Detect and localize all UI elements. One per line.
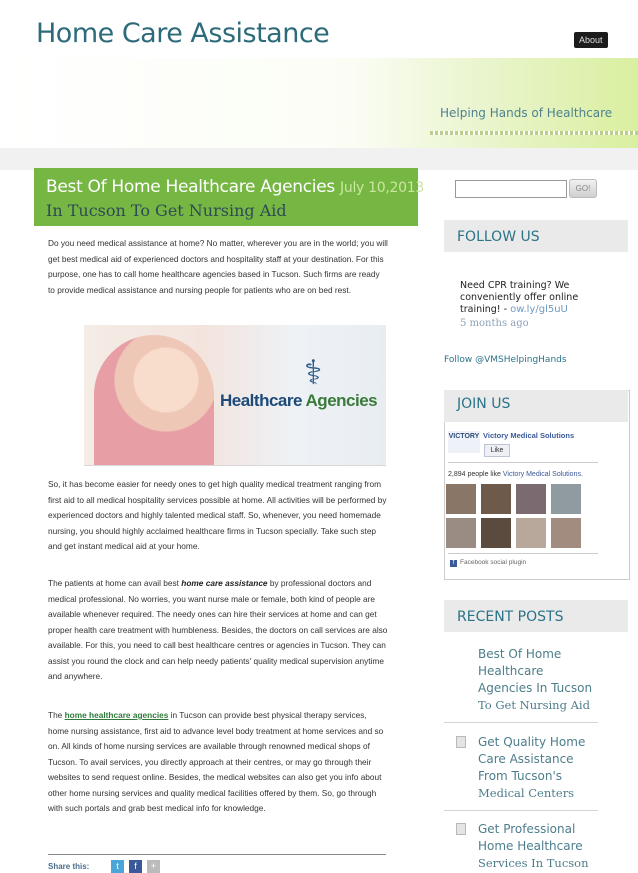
facebook-plugin-label (450, 559, 526, 567)
recent-post-3[interactable] (478, 821, 598, 872)
hero-caption-agencies: Agencies (305, 391, 378, 410)
paragraph-3-text-a: The patients at home can avail best (48, 578, 182, 588)
recent-post-title[interactable]: Get Professional Home Healthcare (478, 822, 583, 853)
facebook-divider (448, 462, 598, 463)
post-title-continued[interactable]: In Tucson To Get Nursing Aid (46, 201, 287, 220)
facebook-plugin-text[interactable]: Facebook social plugin (460, 559, 527, 566)
fan-avatar[interactable] (481, 518, 511, 548)
victory-logo[interactable]: VICTORY (448, 431, 480, 453)
recent-post-divider (444, 810, 598, 811)
more-share-icon[interactable]: + (147, 860, 160, 873)
recent-post-1[interactable] (478, 646, 598, 714)
facebook-share-icon[interactable]: f (129, 860, 142, 873)
search-input[interactable] (455, 180, 567, 198)
fan-avatar[interactable] (551, 484, 581, 514)
fan-avatar[interactable] (446, 484, 476, 514)
join-us-title: JOIN US (457, 396, 511, 412)
follow-twitter-link[interactable]: Follow @VMSHelpingHands (444, 355, 567, 365)
like-count-text: 2,894 people like (448, 471, 503, 478)
facebook-fan-faces (446, 484, 586, 546)
facebook-like-count (448, 471, 583, 478)
facebook-divider (448, 553, 598, 554)
about-button[interactable]: About (574, 32, 608, 48)
twitter-share-icon[interactable]: t (111, 860, 124, 873)
fan-avatar[interactable] (516, 484, 546, 514)
share-label: Share this: (48, 862, 90, 871)
healthcare-agencies-image (84, 325, 386, 466)
paragraph-4-text-a: The (48, 710, 65, 720)
post-paragraph-1: Do you need medical assistance at home? No matter, wherever you are in the world; you will get best medical aid of experienced doctors and hospitality staff at your destination. For this purpose, one has to call home healthcare agencies based in Tucson. Such firms are ready to provide medical assistance and nursing people for patients who are on bed rest. (48, 238, 388, 295)
recent-posts-title: RECENT POSTS (457, 609, 564, 625)
post-title-text[interactable]: Best Of Home Healthcare Agencies (46, 177, 335, 197)
facebook-icon: f (450, 560, 457, 567)
follow-us-title: FOLLOW US (457, 229, 540, 245)
tweet-timestamp[interactable]: 5 months ago (460, 318, 529, 329)
nurse-photo (94, 335, 214, 466)
tweet-text: Need CPR training? We conveniently offer online training! - (460, 280, 579, 315)
site-tagline: Helping Hands of Healthcare (440, 106, 613, 120)
tweet-link[interactable]: ow.ly/gl5uU (510, 304, 568, 315)
caduceus-icon: ⚕ (304, 354, 323, 392)
fan-avatar[interactable] (481, 484, 511, 514)
home-healthcare-agencies-link[interactable]: home healthcare agencies (64, 710, 169, 720)
hero-caption-healthcare: Healthcare (220, 391, 302, 410)
post-date: July 10,2013 (340, 180, 424, 196)
post-title[interactable] (46, 176, 426, 199)
facebook-like-button[interactable]: Like (484, 444, 510, 457)
recent-post-title[interactable]: Best Of Home Healthcare Agencies In Tucson (478, 647, 593, 695)
post-paragraph-3 (48, 576, 388, 685)
tagline-divider (430, 131, 638, 135)
fan-avatar[interactable] (551, 518, 581, 548)
share-divider (48, 854, 386, 855)
recent-post-2[interactable] (478, 734, 598, 802)
tweet (460, 280, 600, 316)
fan-avatar[interactable] (516, 518, 546, 548)
recent-post-title-end[interactable]: To Get Nursing Aid (478, 698, 590, 712)
recent-post-title[interactable]: Get Quality Home Care Assistance From Tucson's (478, 735, 586, 783)
recent-post-title-end[interactable]: Services In Tucson (478, 856, 589, 870)
document-icon (456, 823, 466, 835)
search-go-button[interactable]: GO! (569, 179, 597, 198)
document-icon (456, 736, 466, 748)
home-care-assistance-keyword: home care assistance (181, 578, 268, 588)
site-title[interactable]: Home Care Assistance (36, 18, 330, 49)
content-divider-bar (0, 148, 638, 170)
fan-avatar[interactable] (446, 518, 476, 548)
post-paragraph-4 (48, 708, 388, 817)
recent-post-divider (444, 722, 598, 723)
hero-caption (220, 391, 377, 411)
recent-post-title-end[interactable]: Medical Centers (478, 786, 575, 800)
like-count-page-link[interactable]: Victory Medical Solutions. (502, 471, 583, 478)
post-paragraph-2: So, it has become easier for needy ones to get high quality medical treatment ranging from first aid to all medical hospitality services possible at home. All activities will be performed by experienced doctors and highly talented medical staff. So, whenever, you need homemade nursing, you should highly acclaimed healthcare firms in Tucson specially. Take such step and get instant medical aid at your home. (48, 479, 387, 551)
paragraph-3-text-b: by professional doctors and medical professional. No worries, you want nurse male or female, both kind of people are available whenever required. The needy ones can hire their services at home and can get proper health care treatment with humbleness. Besides, the doctors on call services are also available. For this, you need to call best healthcare centres or agencies in Tucson. They can assist you round the clock and can help needy patients' quality medical supervision anytime and anywhere. (48, 578, 388, 681)
facebook-page-name[interactable]: Victory Medical Solutions (483, 431, 575, 440)
paragraph-4-text-b: in Tucson can provide best physical therapy services, home nursing assistance, first aid to advance level body treatment at home services and so on. All kinds of home nursing services are available through renowned medical shops of Tucson. To avail services, you directly approach at their centres, or may go through their websites to send request online. Besides, the medical websites can also get you info about other home nursing services and quality medical facilities offered by them. So, go through with such portals and grab best medical info for knowledge. (48, 710, 384, 813)
